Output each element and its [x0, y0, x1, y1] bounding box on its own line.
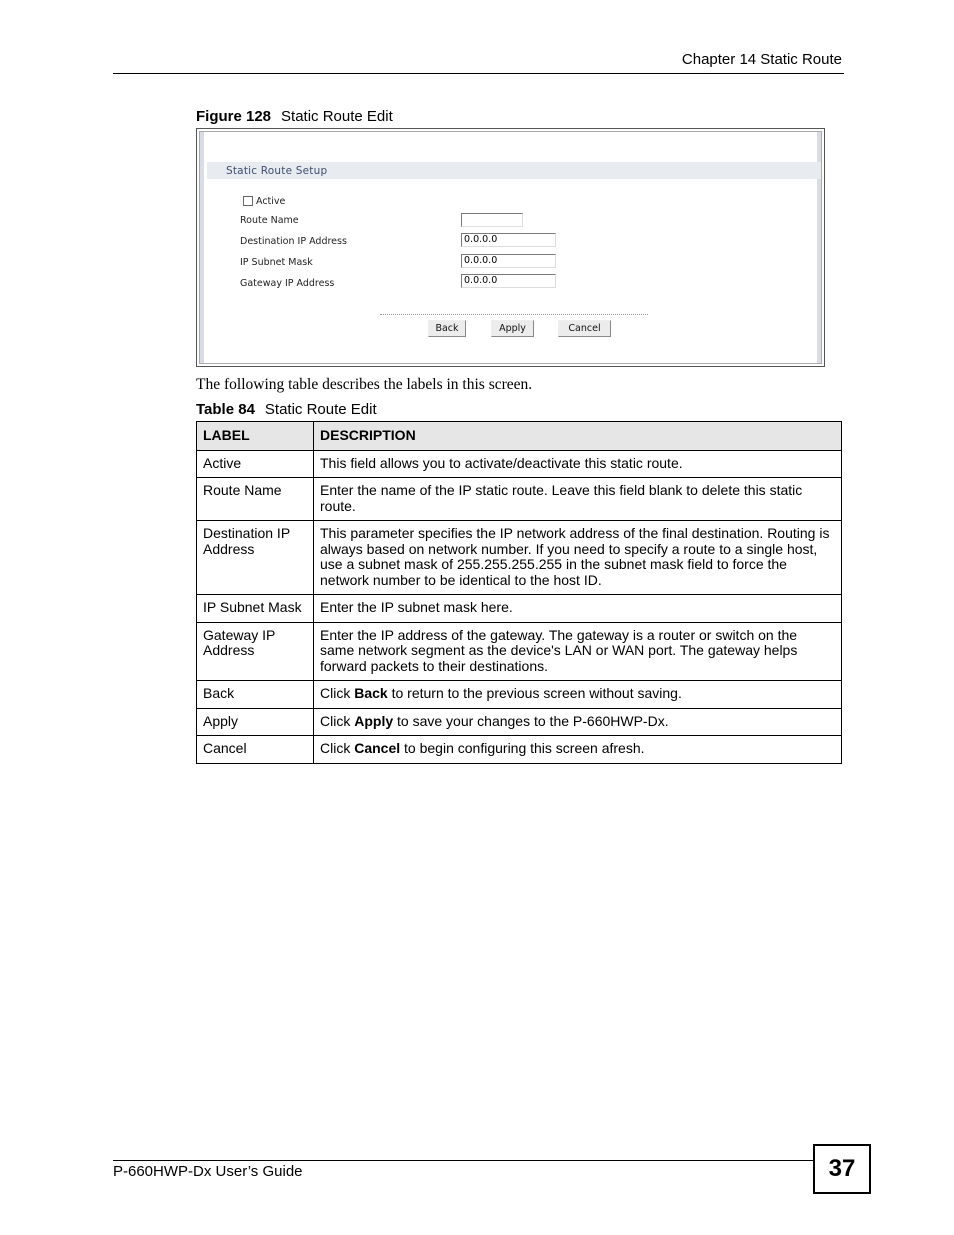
row-description: Enter the name of the IP static route. Leave this field blank to delete this static route. [314, 478, 842, 521]
screenshot-inner-frame [199, 131, 822, 364]
desc-text: Click [320, 740, 355, 756]
row-label: Gateway IP Address [197, 622, 314, 681]
table-header-row [197, 422, 842, 451]
cancel-button[interactable]: Cancel [558, 320, 611, 337]
figure-caption [196, 108, 393, 125]
label-column-header: LABEL [197, 422, 314, 451]
section-title: Static Route Setup [226, 165, 328, 177]
frame-left-bar [200, 132, 204, 363]
row-description [314, 708, 842, 736]
row-label: Cancel [197, 736, 314, 764]
desc-text: to return to the previous screen without saving. [387, 685, 682, 701]
desc-text: to begin configuring this screen afresh. [400, 740, 645, 756]
row-description [314, 736, 842, 764]
desc-text: to save your changes to the P-660HWP-Dx. [393, 712, 669, 729]
apply-button[interactable]: Apply [491, 320, 534, 337]
table-row [197, 622, 842, 681]
row-label: Back [197, 681, 314, 709]
desc-bold: Back [354, 685, 388, 701]
subnet-mask-label: IP Subnet Mask [240, 257, 313, 268]
row-label: IP Subnet Mask [197, 595, 314, 623]
route-name-input[interactable] [461, 213, 523, 227]
route-name-label: Route Name [240, 215, 299, 226]
table-row [197, 595, 842, 623]
table-caption [196, 401, 377, 418]
table-row [197, 521, 842, 595]
table-row [197, 708, 842, 736]
destination-ip-label: Destination IP Address [240, 236, 347, 247]
active-checkbox[interactable] [243, 196, 253, 206]
figure-title: Static Route Edit [281, 108, 393, 125]
active-label: Active [256, 196, 286, 207]
intro-paragraph: The following table describes the labels in this screen. [196, 376, 533, 393]
row-label: Route Name [197, 478, 314, 521]
row-label: Apply [197, 708, 314, 736]
header-rule [113, 73, 844, 74]
description-column-header: DESCRIPTION [314, 422, 842, 451]
table-row [197, 736, 842, 764]
table-row [197, 478, 842, 521]
desc-text: Click [320, 685, 355, 701]
subnet-mask-input[interactable]: 0.0.0.0 [461, 254, 556, 268]
row-description [314, 681, 842, 709]
footer-rule [113, 1160, 813, 1161]
back-button[interactable]: Back [428, 320, 466, 337]
row-description: This parameter specifies the IP network address of the final destination. Routing is always based on network number. If you need to specify a route to a single host, use a subnet mask of 255.255.255.255 in the subnet mask field to force the network number to be identical to the host ID. [314, 521, 842, 595]
table-row [197, 681, 842, 709]
row-description: Enter the IP address of the gateway. The gateway is a router or switch on the same network segment as the device's LAN or WAN port. The gateway helps forward packets to their destinations. [314, 622, 842, 681]
page-number: 37 [813, 1144, 871, 1194]
chapter-title: Chapter 14 Static Route [681, 51, 842, 68]
destination-ip-input[interactable]: 0.0.0.0 [461, 233, 556, 247]
gateway-ip-input[interactable]: 0.0.0.0 [461, 274, 556, 288]
desc-bold: Cancel [354, 740, 401, 756]
guide-name: P-660HWP-Dx User’s Guide [113, 1163, 303, 1180]
table-number: Table 84 [196, 401, 255, 418]
gateway-ip-label: Gateway IP Address [240, 278, 335, 289]
label-description-table [196, 421, 842, 764]
row-description: Enter the IP subnet mask here. [314, 595, 842, 623]
row-label: Destination IP Address [197, 521, 314, 595]
static-route-setup-screenshot [196, 128, 825, 367]
desc-bold: Apply [354, 712, 394, 729]
figure-number: Figure 128 [196, 108, 272, 125]
dotted-divider [380, 314, 648, 315]
table-row [197, 450, 842, 478]
row-label: Active [197, 450, 314, 478]
desc-text: Click [320, 712, 355, 729]
row-description: This field allows you to activate/deactivate this static route. [314, 450, 842, 478]
table-title: Static Route Edit [264, 401, 377, 418]
